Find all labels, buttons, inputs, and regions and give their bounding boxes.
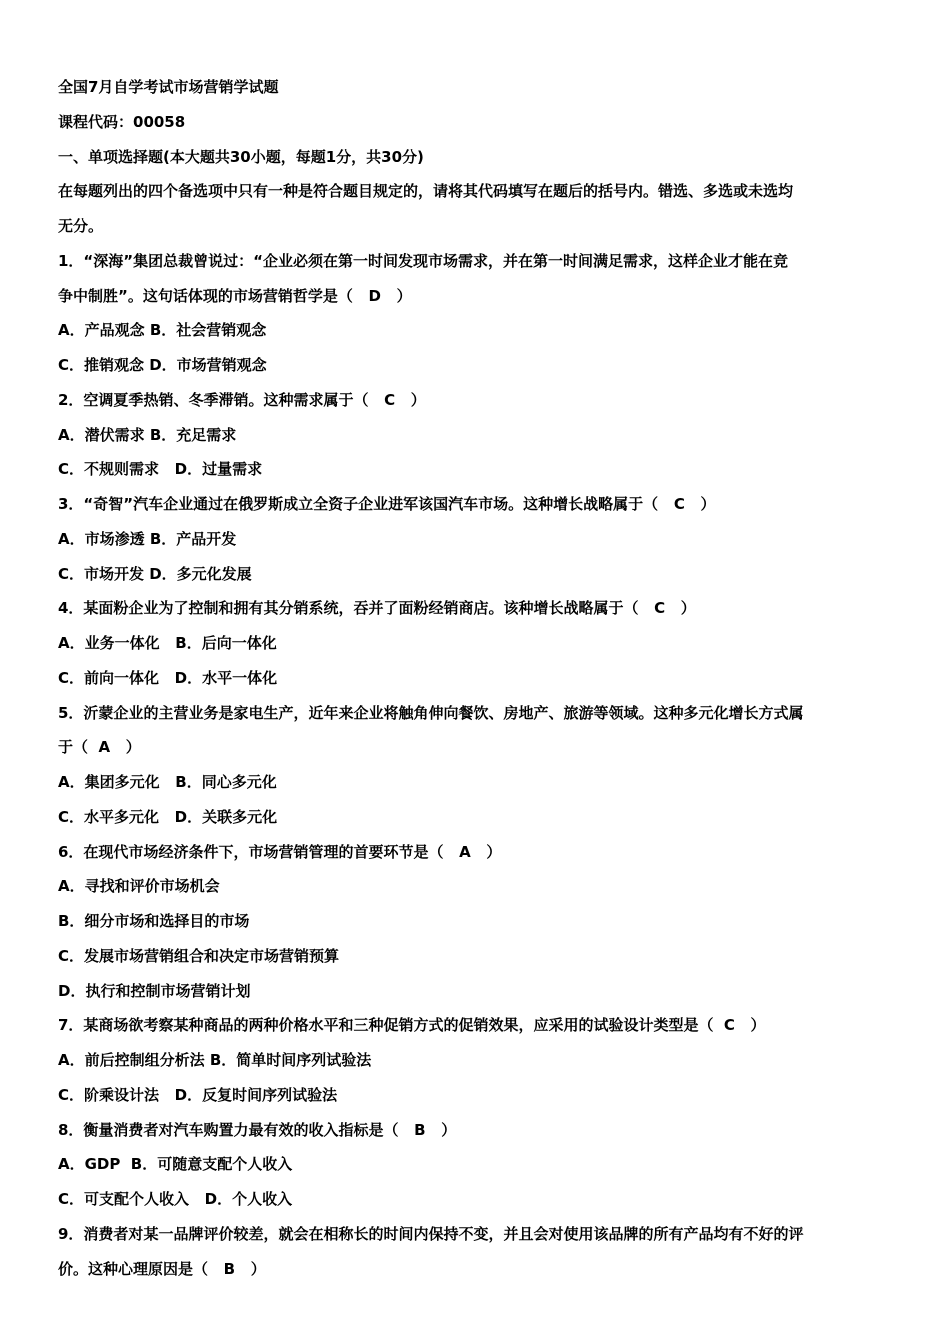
question-1-options-ab: A．产品观念 B．社会营销观念 <box>58 321 267 340</box>
question-3-options-cd: C．市场开发 D．多元化发展 <box>58 564 252 583</box>
question-9-line-1: 9．消费者对某一品牌评价较差，就会在相称长的时间内保持不变，并且会对使用该品牌的所有产品均有不好的评 <box>58 1224 804 1243</box>
question-7: 7．某商场欲考察某种商品的两种价格水平和三种促销方式的促销效果，应采用的试验设计类型是（ C ） <box>58 1016 766 1035</box>
question-2-options-ab: A．潜伏需求 B．充足需求 <box>58 425 237 444</box>
document-title: 全国7月自学考试市场营销学试题 <box>58 78 279 96</box>
question-4-options-ab: A．业务一体化 B．后向一体化 <box>58 634 277 652</box>
question-1-line-2: 争中制胜”。这句话体现的市场营销哲学是（ D ） <box>58 286 412 305</box>
question-7-options-cd: C．阶乘设计法 D．反复时间序列试验法 <box>58 1085 338 1104</box>
question-2-options-cd: C．不规则需求 D．过量需求 <box>58 460 263 479</box>
question-6-option-b: B．细分市场和选择目的市场 <box>58 912 250 930</box>
question-7-options-ab: A．前后控制组分析法 B．简单时间序列试验法 <box>58 1051 372 1069</box>
question-8: 8．衡量消费者对汽车购置力最有效的收入指标是（ B ） <box>58 1120 457 1139</box>
document-page <box>58 70 898 1286</box>
question-8-options-ab: A．GDP B．可随意支配个人收入 <box>58 1155 293 1174</box>
question-5-line-1: 5．沂蒙企业的主营业务是家电生产，近年来企业将触角伸向餐饮、房地产、旅游等领域。这种多元化增长方式属 <box>58 703 804 722</box>
question-9-line-2: 价。这种心理原因是（ B ） <box>58 1259 266 1278</box>
question-3: 3．“奇智”汽车企业通过在俄罗斯成立全资子企业进军该国汽车市场。这种增长战略属于（ C ） <box>58 495 716 513</box>
instructions-line-1: 在每题列出的四个备选项中只有一种是符合题目规定的，请将其代码填写在题后的括号内。错选、多选或未选均 <box>58 182 794 201</box>
question-4: 4．某面粉企业为了控制和拥有其分销系统，吞并了面粉经销商店。该种增长战略属于（ C ） <box>58 599 696 618</box>
question-6-option-c: C．发展市场营销组合和决定市场营销预算 <box>58 946 340 965</box>
question-6-option-a: A．寻找和评价市场机会 <box>58 877 220 896</box>
question-5-line-2: 于（ A ） <box>58 738 141 757</box>
question-6: 6．在现代市场经济条件下，市场营销管理的首要环节是（ A ） <box>58 842 502 861</box>
question-8-options-cd: C．可支配个人收入 D．个人收入 <box>58 1190 293 1208</box>
question-4-options-cd: C．前向一体化 D．水平一体化 <box>58 668 278 687</box>
question-5-options-cd: C．水平多元化 D．关联多元化 <box>58 807 278 826</box>
question-6-option-d: D．执行和控制市场营销计划 <box>58 981 251 1000</box>
question-1-line-1: 1．“深海”集团总裁曾说过：“企业必须在第一时间发现市场需求，并在第一时间满足需求，这样企业才能在竞 <box>58 251 789 270</box>
question-2: 2．空调夏季热销、冬季滞销。这种需求属于（ C ） <box>58 390 426 409</box>
instructions-line-2: 无分。 <box>58 217 104 235</box>
course-code: 课程代码：00058 <box>58 112 186 131</box>
question-5-options-ab: A．集团多元化 B．同心多元化 <box>58 773 277 791</box>
question-3-options-ab: A．市场渗透 B．产品开发 <box>58 529 237 548</box>
section-heading: 一、单项选择题(本大题共30小题，每题1分，共30分) <box>58 147 424 166</box>
question-1-options-cd: C．推销观念 D．市场营销观念 <box>58 356 267 374</box>
